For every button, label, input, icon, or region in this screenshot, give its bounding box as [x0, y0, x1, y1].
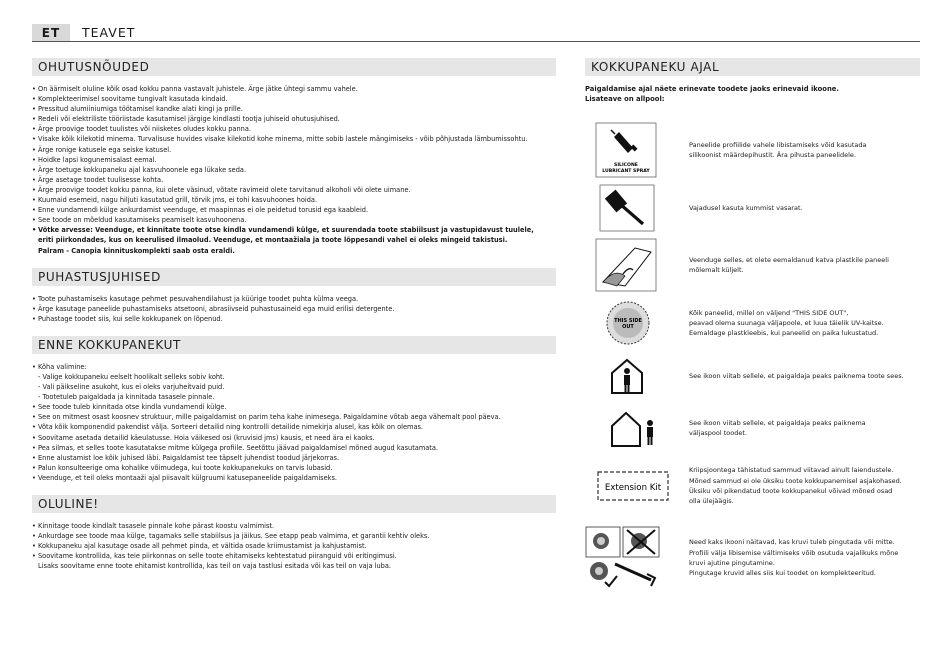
assembly-intro	[585, 84, 920, 104]
list-item	[32, 225, 556, 235]
list-item-text: Veenduge, et teil oleks montaaži ajal piisavalt külgruumi katusepaneelide paigaldamiseks.	[38, 473, 338, 482]
list-item-text: Enne vundamendi külge ankurdamist veenduge, et maapinnas ei ole peidetud torusid ega kaableid.	[38, 206, 369, 215]
bullet-icon: •	[32, 532, 36, 541]
text-line: Vajadusel kasuta kummist vasarat.	[689, 203, 803, 212]
list-item-text: Hoidke lapsi kogunemisalast eemal.	[38, 155, 157, 164]
section-title-assembly: KOKKUPANEKU AJAL	[585, 58, 920, 76]
bullet-icon: •	[32, 145, 36, 154]
list-item-text: On äärmiselt oluline kõik osad kokku panna vastavalt juhistele. Ärge jätke ühtegi sammu vahele.	[38, 85, 358, 93]
bullet-icon: •	[32, 552, 36, 561]
list-item	[32, 175, 556, 185]
bullet-icon: •	[32, 196, 36, 205]
instruction-row	[585, 184, 920, 232]
right-column	[585, 58, 920, 590]
bullet-icon: •	[32, 175, 36, 184]
text-line: Profiili välja libisemise vältimiseks võib osutuda vajalikuks mõne	[689, 548, 899, 557]
text-line: Kõik paneelid, millel on väljend "THIS SIDE OUT",	[689, 308, 849, 317]
list-item	[32, 104, 556, 114]
list-item	[32, 463, 556, 473]
instruction-text	[673, 418, 866, 439]
before-section	[32, 336, 556, 483]
section-title-before: ENNE KOKKUPANEKUT	[32, 336, 556, 354]
instruction-row	[585, 406, 920, 450]
list-item	[32, 84, 556, 94]
bullet-icon: •	[32, 433, 36, 442]
list-item	[32, 561, 556, 571]
text-line: olla ülejäägis.	[689, 497, 734, 506]
text-line: kruvi ajutine pingutamine.	[689, 559, 775, 567]
text-line: See ikoon viitab sellele, et paigaldaja peaks paiknema toote sees.	[689, 371, 904, 380]
bullet-icon: •	[32, 155, 36, 164]
list-item-text: Visake kõik kilekotid minema. Turvalisuse huvides visake kilekotid kohe minema, mitte sobib lastele mängimiseks - võib põhjustada lämbumissohtu.	[38, 135, 528, 144]
list-item-text: Ärge proovige toodet tuulistes või niisketes oludes kokku panna.	[38, 125, 251, 134]
list-item	[32, 114, 556, 124]
text-line: Mõned sammud ei ole üksiku toote kokkupanemisel asjakohased.	[689, 476, 902, 485]
list-item	[32, 205, 556, 215]
list-item	[32, 412, 556, 422]
important-section	[32, 495, 556, 571]
instruction-text	[673, 465, 902, 506]
bullet-icon: •	[32, 115, 36, 124]
instruction-text	[673, 203, 803, 213]
list-item-text: - Vali päikseline asukoht, kus ei oleks varjuheitvaid puid.	[38, 383, 225, 392]
list-item	[32, 392, 556, 402]
text-line: Veenduge selles, et olete eemaldanud katva plastkile paneeli	[689, 255, 889, 264]
bullet-icon: •	[32, 165, 36, 174]
list-item-text: Enne alustamist loe kõik juhised läbi. Paigaldamist tee täpselt juhendist toodud järjekorras.	[38, 453, 340, 462]
list-item	[32, 551, 556, 561]
list-item	[32, 453, 556, 463]
bullet-icon: •	[32, 304, 36, 313]
bullet-icon: •	[32, 185, 36, 194]
instruction-text	[673, 140, 867, 161]
bullet-icon: •	[32, 542, 36, 551]
list-item-text: Komplekteerimisel soovitame tungivalt kasutada kindaid.	[38, 95, 228, 104]
text-line: mõlemalt küljelt.	[689, 266, 744, 274]
list-item	[32, 362, 556, 372]
bullet-icon: •	[32, 522, 36, 530]
instruction-text	[673, 537, 898, 578]
list-item	[32, 541, 556, 551]
bullet-icon: •	[32, 443, 36, 452]
text-line: Paneelide profiilide vahele libistamiseks võid kasutada	[689, 140, 867, 149]
text-line: Need kaks ikooni näitavad, kas kruvi tuleb pingutada või mitte.	[689, 538, 895, 547]
list-item-text: Ärge kasutage paneelide puhastamiseks atsetooni, abrasiivseid puhastusaineid ega muid erilisi detergente.	[38, 304, 395, 313]
list-item-text: Kokkupaneku ajal kasutage osade all pehmet pinda, et vältida osade kriimustamist ja kahjustamist.	[38, 542, 367, 551]
screw-tighten-icon	[585, 526, 673, 590]
text-line: väljaspool toodet.	[689, 429, 748, 437]
list-item-text: Puhastage toodet siis, kui selle kokkupanek on lõpenud.	[38, 314, 223, 323]
text-line: peavad olema suunaga väljapoole, et luua täielik UV-kaitse.	[689, 318, 884, 327]
instruction-row	[585, 298, 920, 348]
person-inside-icon	[585, 357, 673, 395]
svg-text:OUT: OUT	[622, 324, 634, 330]
bullet-icon: •	[32, 216, 36, 225]
list-item	[32, 134, 556, 144]
this-side-out-icon	[585, 300, 673, 346]
bullet-icon: •	[32, 403, 36, 412]
list-item	[32, 433, 556, 443]
bullet-icon: •	[32, 206, 36, 215]
svg-text:Extension Kit: Extension Kit	[604, 483, 662, 493]
section-title-cleaning: PUHASTUSJUHISED	[32, 268, 556, 286]
list-item	[32, 382, 556, 392]
instruction-row	[585, 356, 920, 396]
list-item	[32, 94, 556, 104]
list-item-text: Kõha valimine:	[38, 362, 87, 371]
list-item-text: Võta kõik komponendid pakendist välja. Sorteeri detailid ning kontrolli detailide nimekirja alusel, kas kõik on olemas.	[38, 423, 424, 432]
list-item	[32, 155, 556, 165]
list-item	[32, 372, 556, 382]
instruction-text	[673, 308, 884, 339]
list-item-text: See toode tuleb kinnitada otse kindla vundamendi külge.	[38, 403, 227, 412]
cleaning-section	[32, 268, 556, 324]
text-line: Kriipsjoontega tähistatud sammud viitavad ainult laiendustele.	[689, 466, 894, 475]
list-item	[32, 195, 556, 205]
svg-text:SILICONE: SILICONE	[614, 163, 638, 168]
list-item	[32, 215, 556, 225]
list-item	[32, 145, 556, 155]
list-item-text: eriti piirkondades, kus on keerulised ilmaolud. Veenduge, et montaažiala ja toote lõppesandi vahel ei oleks mingeid takistusi.	[38, 236, 508, 245]
list-item	[32, 304, 556, 314]
bullet-icon: •	[32, 95, 36, 104]
list-item-text: Toote puhastamiseks kasutage pehmet pesuvahendilahust ja küürige toodet puhta külma veega.	[38, 294, 359, 303]
list-item-text: Lisaks soovitame enne toote ehitamist kontrollida, kas teil on vaja tastlusi esitada või kas teil on vaja luba.	[38, 562, 391, 571]
cleaning-list	[32, 286, 556, 324]
list-item-text: Soovitame asetada detailid käeulatusse. Hoia väikesed osi (kruvisid jms) kausis, et need ära ei kaoks.	[38, 433, 375, 442]
peel-film-icon	[585, 238, 673, 292]
list-item	[32, 531, 556, 541]
list-item	[32, 521, 556, 531]
bullet-icon: •	[32, 85, 36, 93]
list-item	[32, 235, 556, 245]
svg-text:LUBRICANT SPRAY: LUBRICANT SPRAY	[602, 169, 650, 174]
text-line: silikoonist määrdepihustit. Ära pihusta paneelidele.	[689, 151, 856, 159]
text-line: Pingutage kruvid alles siis kui toodet on komplekteeritud.	[689, 569, 876, 578]
section-title-important: OLULINE!	[32, 495, 556, 513]
list-item-text: - Tootetuleb paigaldada ja kinnitada tasasele pinnale.	[38, 393, 215, 402]
list-item-text: Ärge toetuge kokkupaneku ajal kasvuhoonele ega lükake seda.	[38, 165, 247, 174]
list-item	[32, 124, 556, 134]
safety-section	[32, 58, 556, 256]
list-item	[32, 443, 556, 453]
list-item-text: Ankurdage see toode maa külge, tagamaks selle stabiilsus ja jäikus. See etapp peab valmima, et garantii kehtiv oleks.	[38, 532, 430, 541]
left-column	[32, 58, 556, 571]
list-item-text: Palram - Canopia kinnituskomplekti saab osta eraldi.	[38, 246, 235, 255]
list-item	[32, 314, 556, 324]
bullet-icon: •	[32, 314, 36, 323]
bullet-icon: •	[32, 453, 36, 462]
bullet-icon: •	[32, 413, 36, 422]
person-outside-icon	[585, 408, 673, 448]
instruction-row	[585, 460, 920, 512]
header-title: TEAVET	[82, 25, 136, 40]
svg-text:THIS SIDE: THIS SIDE	[614, 318, 642, 324]
bullet-icon: •	[32, 105, 36, 114]
instruction-row	[585, 526, 920, 590]
bullet-icon: •	[32, 125, 36, 134]
list-item-text: Kuumaid esemeid, nagu hiljuti kasutatud grill, tõrvik jms, ei tohi kasvuhoones hoida.	[38, 196, 318, 205]
list-item-text: - Valige kokkupaneku eelselt hoolikalt selleks sobiv koht.	[38, 372, 225, 381]
section-title-safety: OHUTUSNÕUDED	[32, 58, 556, 76]
list-item	[32, 165, 556, 175]
list-item-text: Võtke arvesse: Veenduge, et kinnitate toote otse kindla vundamendi külge, et suurendada toote stabiilsust ja vastupidavust tuulele,	[38, 226, 534, 235]
list-item	[32, 294, 556, 304]
list-item-text: Palun konsulteerige oma kohalike võimudega, kui toote kokkupanekuks on tarvis lubasid.	[38, 463, 333, 472]
list-item-text: See toode on mõeldud kasutamiseks peamiselt kasvuhoonena.	[38, 216, 247, 225]
bullet-icon: •	[32, 226, 37, 235]
bullet-icon: •	[32, 294, 36, 303]
assembly-intro-line: Paigaldamise ajal näete erinevate toodete jaoks erinevaid ikoone.	[585, 85, 839, 93]
list-item-text: See on mitmest osast koosnev struktuur, mille paigaldamist on parim teha kahe inimesega. Paigaldamine võtab aega vähemalt pool päeva.	[38, 413, 501, 422]
silicone-spray-icon	[585, 122, 673, 178]
list-item	[32, 422, 556, 432]
list-item	[32, 185, 556, 195]
extension-kit-icon	[585, 471, 673, 501]
list-item-text: Ärge ronige katusele ega seiske katusel.	[38, 145, 172, 154]
instruction-text	[673, 371, 904, 381]
bullet-icon: •	[32, 463, 36, 472]
rubber-mallet-icon	[585, 184, 673, 232]
list-item	[32, 473, 556, 483]
instruction-row	[585, 238, 920, 292]
text-line: See ikoon viitab sellele, et paigaldaja peaks paiknema	[689, 418, 866, 427]
list-item	[32, 402, 556, 412]
list-item-text: Ärge proovige toodet kokku panna, kui olete väsinud, võtate ravimeid olete tarvitanud alkoholi või olete uimane.	[38, 185, 411, 194]
list-item-text: Pea silmas, et selles toote kasutatakse mitme külgega profiile. Seetõttu jäävad paigaldamisel mõned augud kasutamata.	[38, 443, 438, 452]
language-badge: ET	[32, 24, 70, 41]
bullet-icon: •	[32, 135, 36, 144]
list-item-text: Soovitame kontrollida, kas teie piirkonnas on selle toote ehitamiseks kehtestatud piiranguid või eritingimusi.	[38, 552, 397, 561]
list-item-text: Pressitud alumiiniumiga töötamisel kandke alati kingi ja prille.	[38, 105, 243, 114]
list-item-text: Kinnitage toode kindlalt tasasele pinnale kohe pärast koostu valmimist.	[38, 522, 275, 530]
page-header	[32, 24, 920, 42]
instruction-text	[673, 255, 889, 276]
important-list	[32, 513, 556, 571]
text-line: Üksiku või pikendatud toote kokkupanekul võivad mõned osad	[689, 487, 893, 495]
instruction-row	[585, 122, 920, 178]
list-item	[32, 246, 556, 256]
before-list	[32, 354, 556, 483]
safety-list	[32, 76, 556, 256]
list-item-text: Ärge asetage toodet tuulisesse kohta.	[38, 175, 164, 184]
assembly-intro-line: Lisateave on allpool:	[585, 95, 665, 103]
bullet-icon: •	[32, 423, 36, 432]
bullet-icon: •	[32, 473, 36, 482]
bullet-icon: •	[32, 362, 36, 371]
text-line: Eemaldage plastkleebis, kui paneelid on paika lukustatud.	[689, 329, 879, 338]
list-item-text: Redeli või elektriliste tööriistade kasutamisel järgige kindlasti tootja juhiseid ohutusjuhised.	[38, 115, 340, 124]
